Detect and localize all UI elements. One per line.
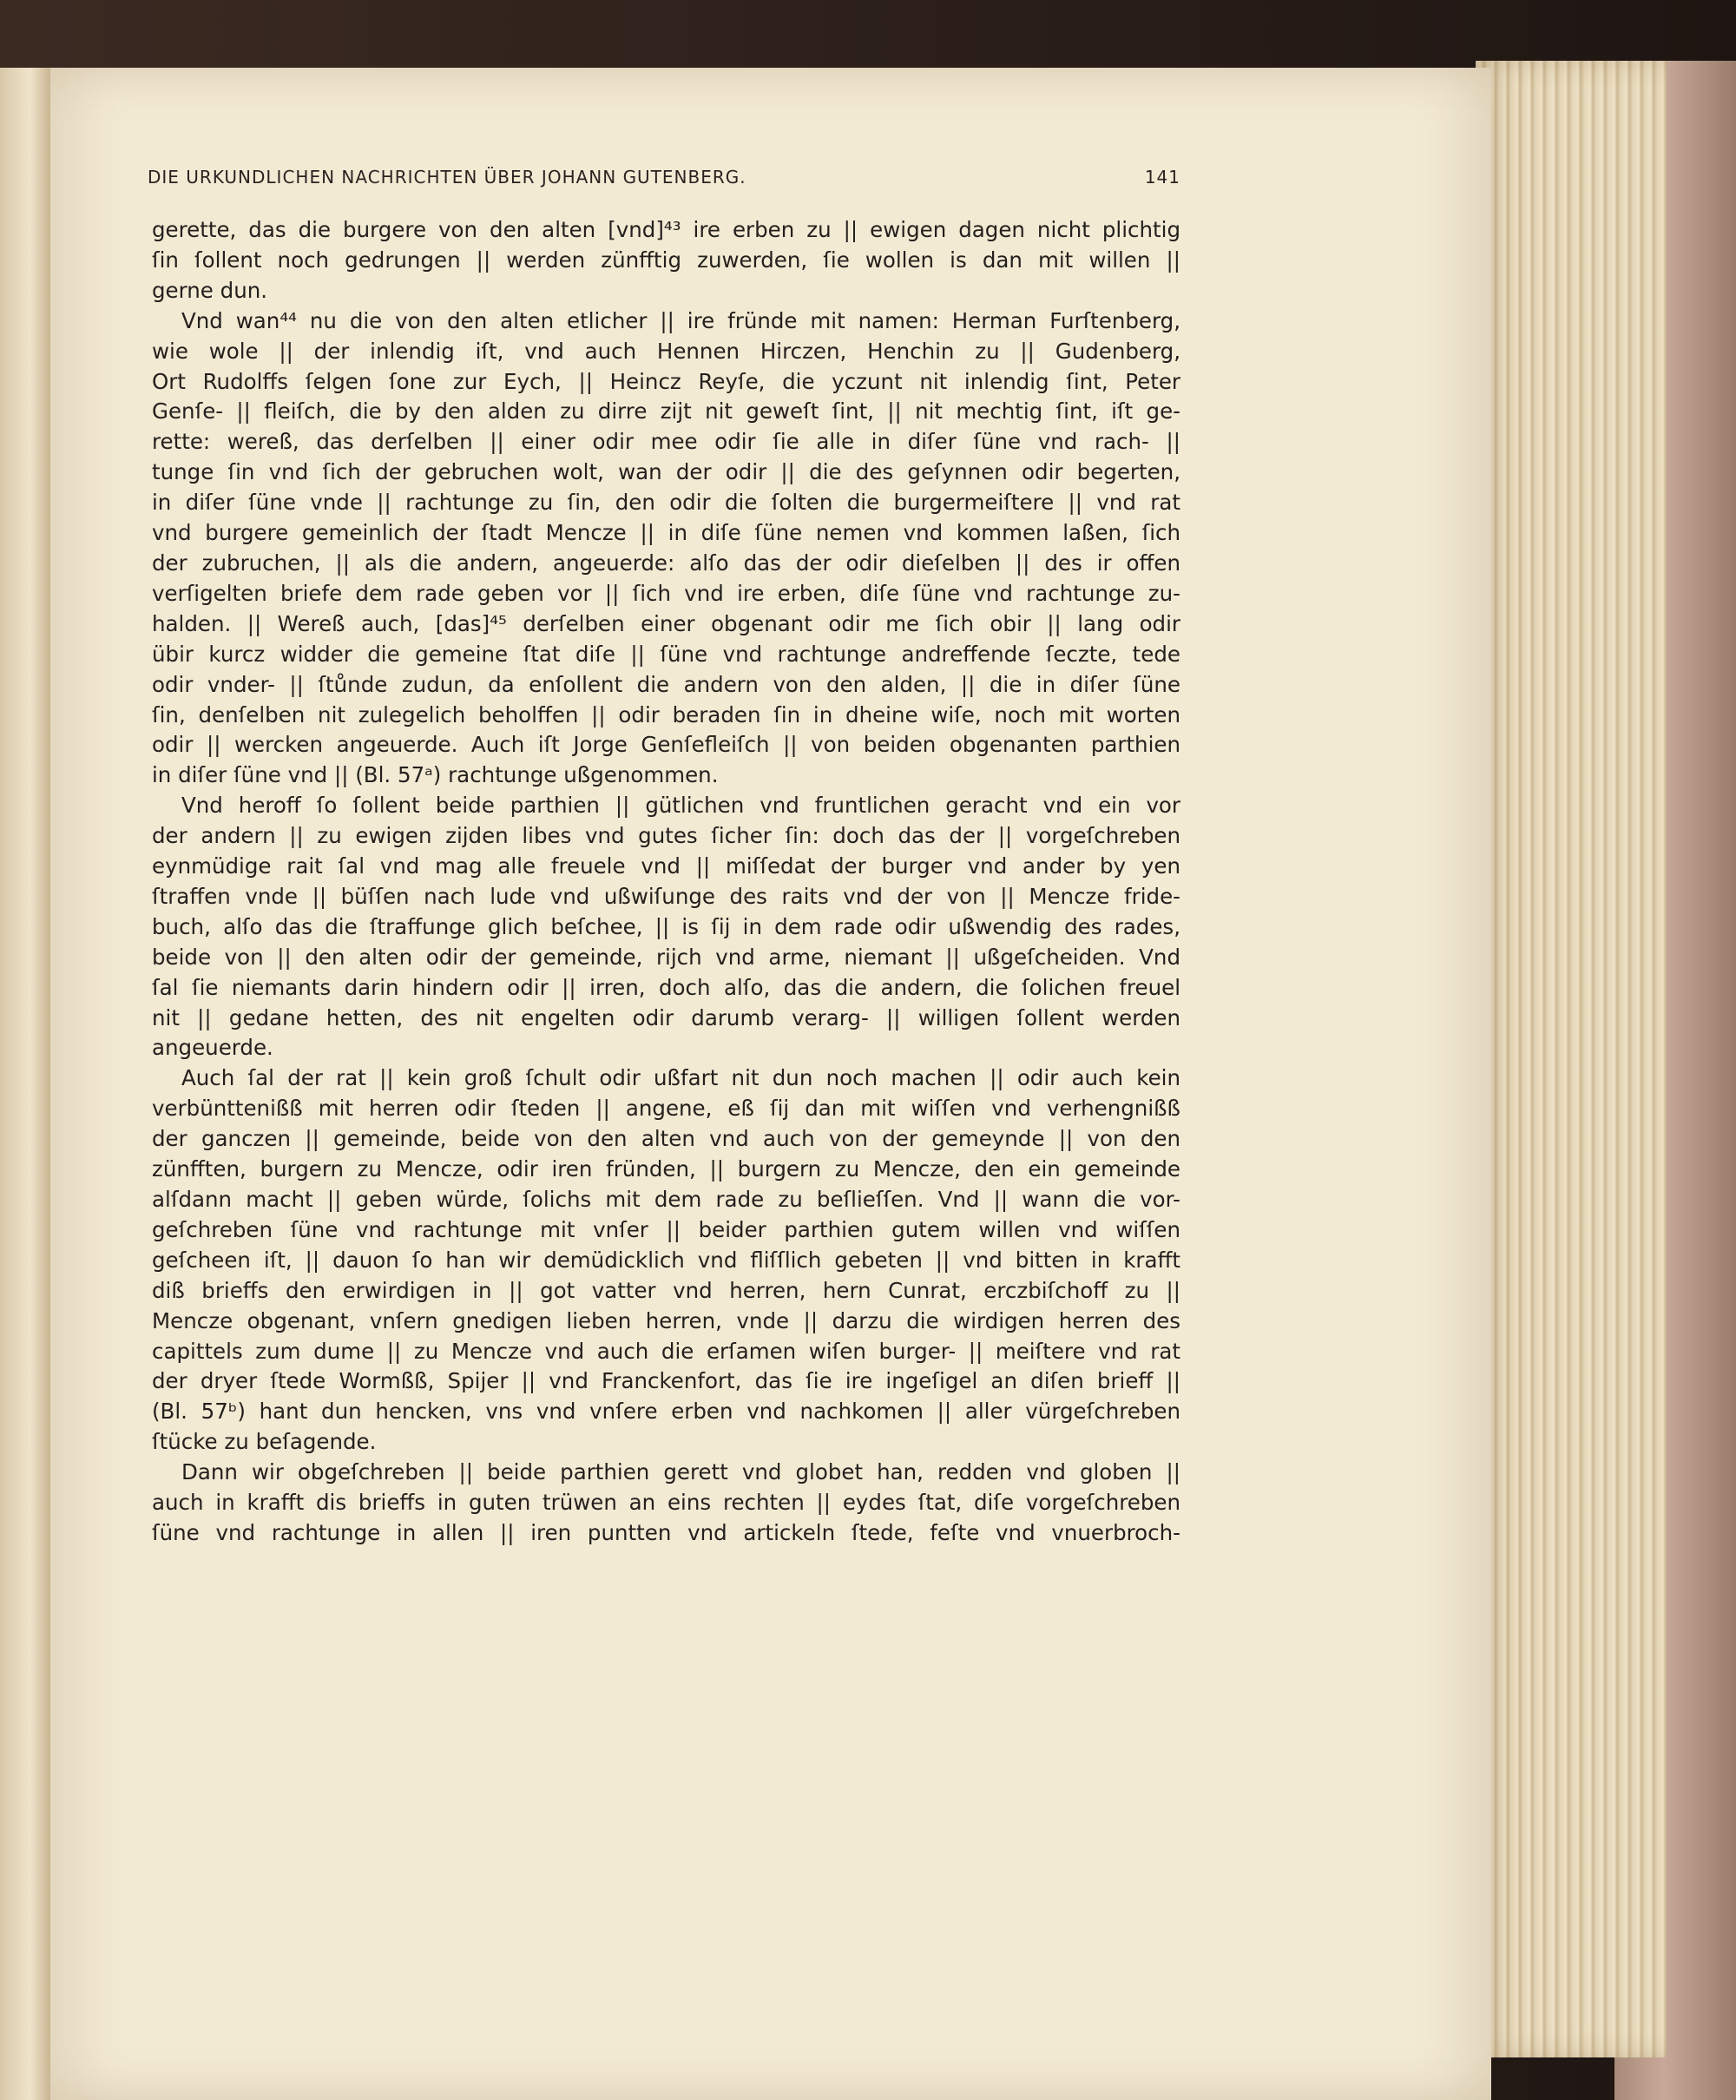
page-number: 141: [1144, 167, 1180, 188]
text-line: rette: wereß, das derſelben || einer odir mee odir ſie alle in diſer ſüne vnd rach- ||: [152, 429, 1180, 455]
running-title: DIE URKUNDLICHEN NACHRICHTEN ÜBER JOHANN GUTENBERG.: [148, 167, 746, 188]
text-line: Vnd wan⁴⁴ nu die von den alten etlicher || ire fründe mit namen: Herman Furſtenberg,: [181, 307, 1180, 333]
text-line: der dryer ſtede Wormßß, Spijer || vnd Franckenfort, das ſie ire ingeſigel an diſen brieff ||: [152, 1368, 1180, 1394]
text-line: ſal ſie niemants darin hindern odir || irren, doch alſo, das die andern, die ſolichen freuel: [152, 974, 1180, 1000]
text-line: ſtraffen vnde || büſſen nach lude vnd ußwiſunge des raits vnd der von || Mencze fride-: [152, 883, 1180, 909]
text-line: beide von || den alten odir der gemeinde, rijch vnd arme, niemant || ußgeſcheiden. Vnd: [152, 944, 1180, 970]
text-line: Vnd heroff ſo ſollent beide parthien || gütlichen vnd fruntlichen geracht vnd ein vor: [181, 793, 1180, 819]
text-line: (Bl. 57ᵇ) hant dun hencken, vns vnd vnſere erben vnd nachkomen || aller vürgeſchreben: [152, 1399, 1180, 1425]
text-line: verbünttenißß mit herren odir ſteden || angene, eß ſij dan mit wiſſen vnd verhengnißß: [152, 1096, 1180, 1122]
body-text: [152, 215, 1180, 1549]
text-line: gerette, das die burgere von den alten [vnd]⁴³ ire erben zu || ewigen dagen nicht plichtig: [152, 217, 1180, 242]
text-line: der ganczen || gemeinde, beide von den alten vnd auch von der gemeynde || von den: [152, 1126, 1180, 1152]
text-line: Genſe- || fleiſch, die by den alden zu dirre zijt nit geweſt ſint, || nit mechtig ſint, iſt ge-: [152, 398, 1180, 425]
text-line: vnd burgere gemeinlich der ſtadt Mencze || in diſe ſüne nemen vnd kommen laßen, ſich: [152, 520, 1180, 546]
text-line: halden. || Wereß auch, [das]⁴⁵ derſelben einer obgenant odir me ſich obir || lang odir: [152, 610, 1180, 636]
text-line: in diſer ſüne vnd || (Bl. 57ᵃ) rachtunge ußgenommen.: [152, 762, 719, 788]
text-line: der andern || zu ewigen zijden libes vnd gutes ſicher ſin: doch das der || vorgeſchreben: [152, 823, 1180, 849]
text-line: geſcheen iſt, || dauon ſo han wir demüdicklich vnd fliſſlich gebeten || vnd bitten in krafft: [152, 1247, 1180, 1273]
text-line: Ort Rudolffs ſelgen ſone zur Eych, || Heincz Reyſe, die yczunt nit inlendig ſint, Peter: [152, 368, 1180, 394]
text-line: ſtücke zu beſagende.: [152, 1429, 377, 1455]
text-line: buch, alſo das die ſtraffunge glich beſchee, || is ſij in dem rade odir ußwendig des rades,: [152, 913, 1180, 939]
text-line: wie wole || der inlendig iſt, vnd auch Hennen Hirczen, Henchin zu || Gudenberg,: [152, 338, 1180, 364]
text-line: tunge ſin vnd ſich der gebruchen wolt, wan der odir || die des geſynnen odir begerten,: [152, 459, 1180, 485]
text-line: ſin ſollent noch gedrungen || werden zünfftig zuwerden, ſie wollen is dan mit willen ||: [152, 247, 1180, 273]
text-line: nit || gedane hetten, des nit engelten odir darumb verarg- || willigen ſollent werden: [152, 1004, 1180, 1030]
text-line: Dann wir obgeſchreben || beide parthien gerett vnd globet han, redden vnd globen ||: [181, 1459, 1180, 1485]
text-line: eynmüdige rait ſal vnd mag alle freuele vnd || miſſedat der burger vnd ander by yen: [152, 853, 1180, 879]
text-line: verſigelten briefe dem rade geben vor || ſich vnd ire erben, diſe ſüne vnd rachtunge zu-: [152, 580, 1180, 606]
text-line: ſüne vnd rachtunge in allen || iren puntten vnd artickeln ſtede, feſte vnd vnuerbroch-: [152, 1519, 1180, 1545]
text-line: der zubruchen, || als die andern, angeuerde: alſo das der odir dieſelben || des ir offen: [152, 550, 1180, 576]
left-page-edge: [0, 68, 50, 2100]
text-line: Mencze obgenant, vnſern gnedigen lieben herren, vnde || darzu die wirdigen herren des: [152, 1307, 1180, 1333]
text-line: zünfften, burgern zu Mencze, odir iren fründen, || burgern zu Mencze, den ein gemeinde: [152, 1156, 1180, 1182]
text-line: geſchreben ſüne vnd rachtunge mit vnſer || beider parthien gutem willen vnd wiſſen: [152, 1216, 1180, 1242]
text-line: gerne dun.: [152, 277, 268, 303]
text-line: auch in krafft dis brieffs in guten trüwen an eins rechten || eydes ſtat, diſe vorgeſchreben: [152, 1490, 1180, 1516]
text-line: odir || wercken angeuerde. Auch iſt Jorge Genſefleiſch || von beiden obgenanten parthien: [152, 732, 1180, 758]
text-line: diß brieffs den erwirdigen in || got vatter vnd herren, hern Cunrat, erczbiſchoff zu ||: [152, 1277, 1180, 1303]
text-line: in diſer ſüne vnde || rachtunge zu ſin, den odir die ſolten die burgermeiſtere || vnd rat: [152, 490, 1180, 516]
text-line: alſdann macht || geben würde, ſolichs mit dem rade zu beſlieſſen. Vnd || wann die vor-: [152, 1187, 1180, 1212]
text-line: Auch ſal der rat || kein groß ſchult odir ußfart nit dun noch machen || odir auch kein: [181, 1065, 1180, 1091]
text-line: übir kurcz widder die gemeine ſtat diſe || ſüne vnd rachtunge andreffende ſeczte, tede: [152, 641, 1180, 667]
text-line: odir vnder- || ſtůnde zudun, da enſollent die andern von den alden, || die in diſer ſüne: [152, 671, 1180, 697]
text-line: angeuerde.: [152, 1035, 273, 1061]
page-stack-edges: [1476, 61, 1667, 2057]
text-line: ſin, denſelben nit zulegelich beholffen || odir beraden ſin in dheine wiſe, noch mit worten: [152, 701, 1180, 727]
text-line: capittels zum dume || zu Mencze vnd auch die erſamen wiſen burger- || meiſtere vnd rat: [152, 1338, 1180, 1364]
